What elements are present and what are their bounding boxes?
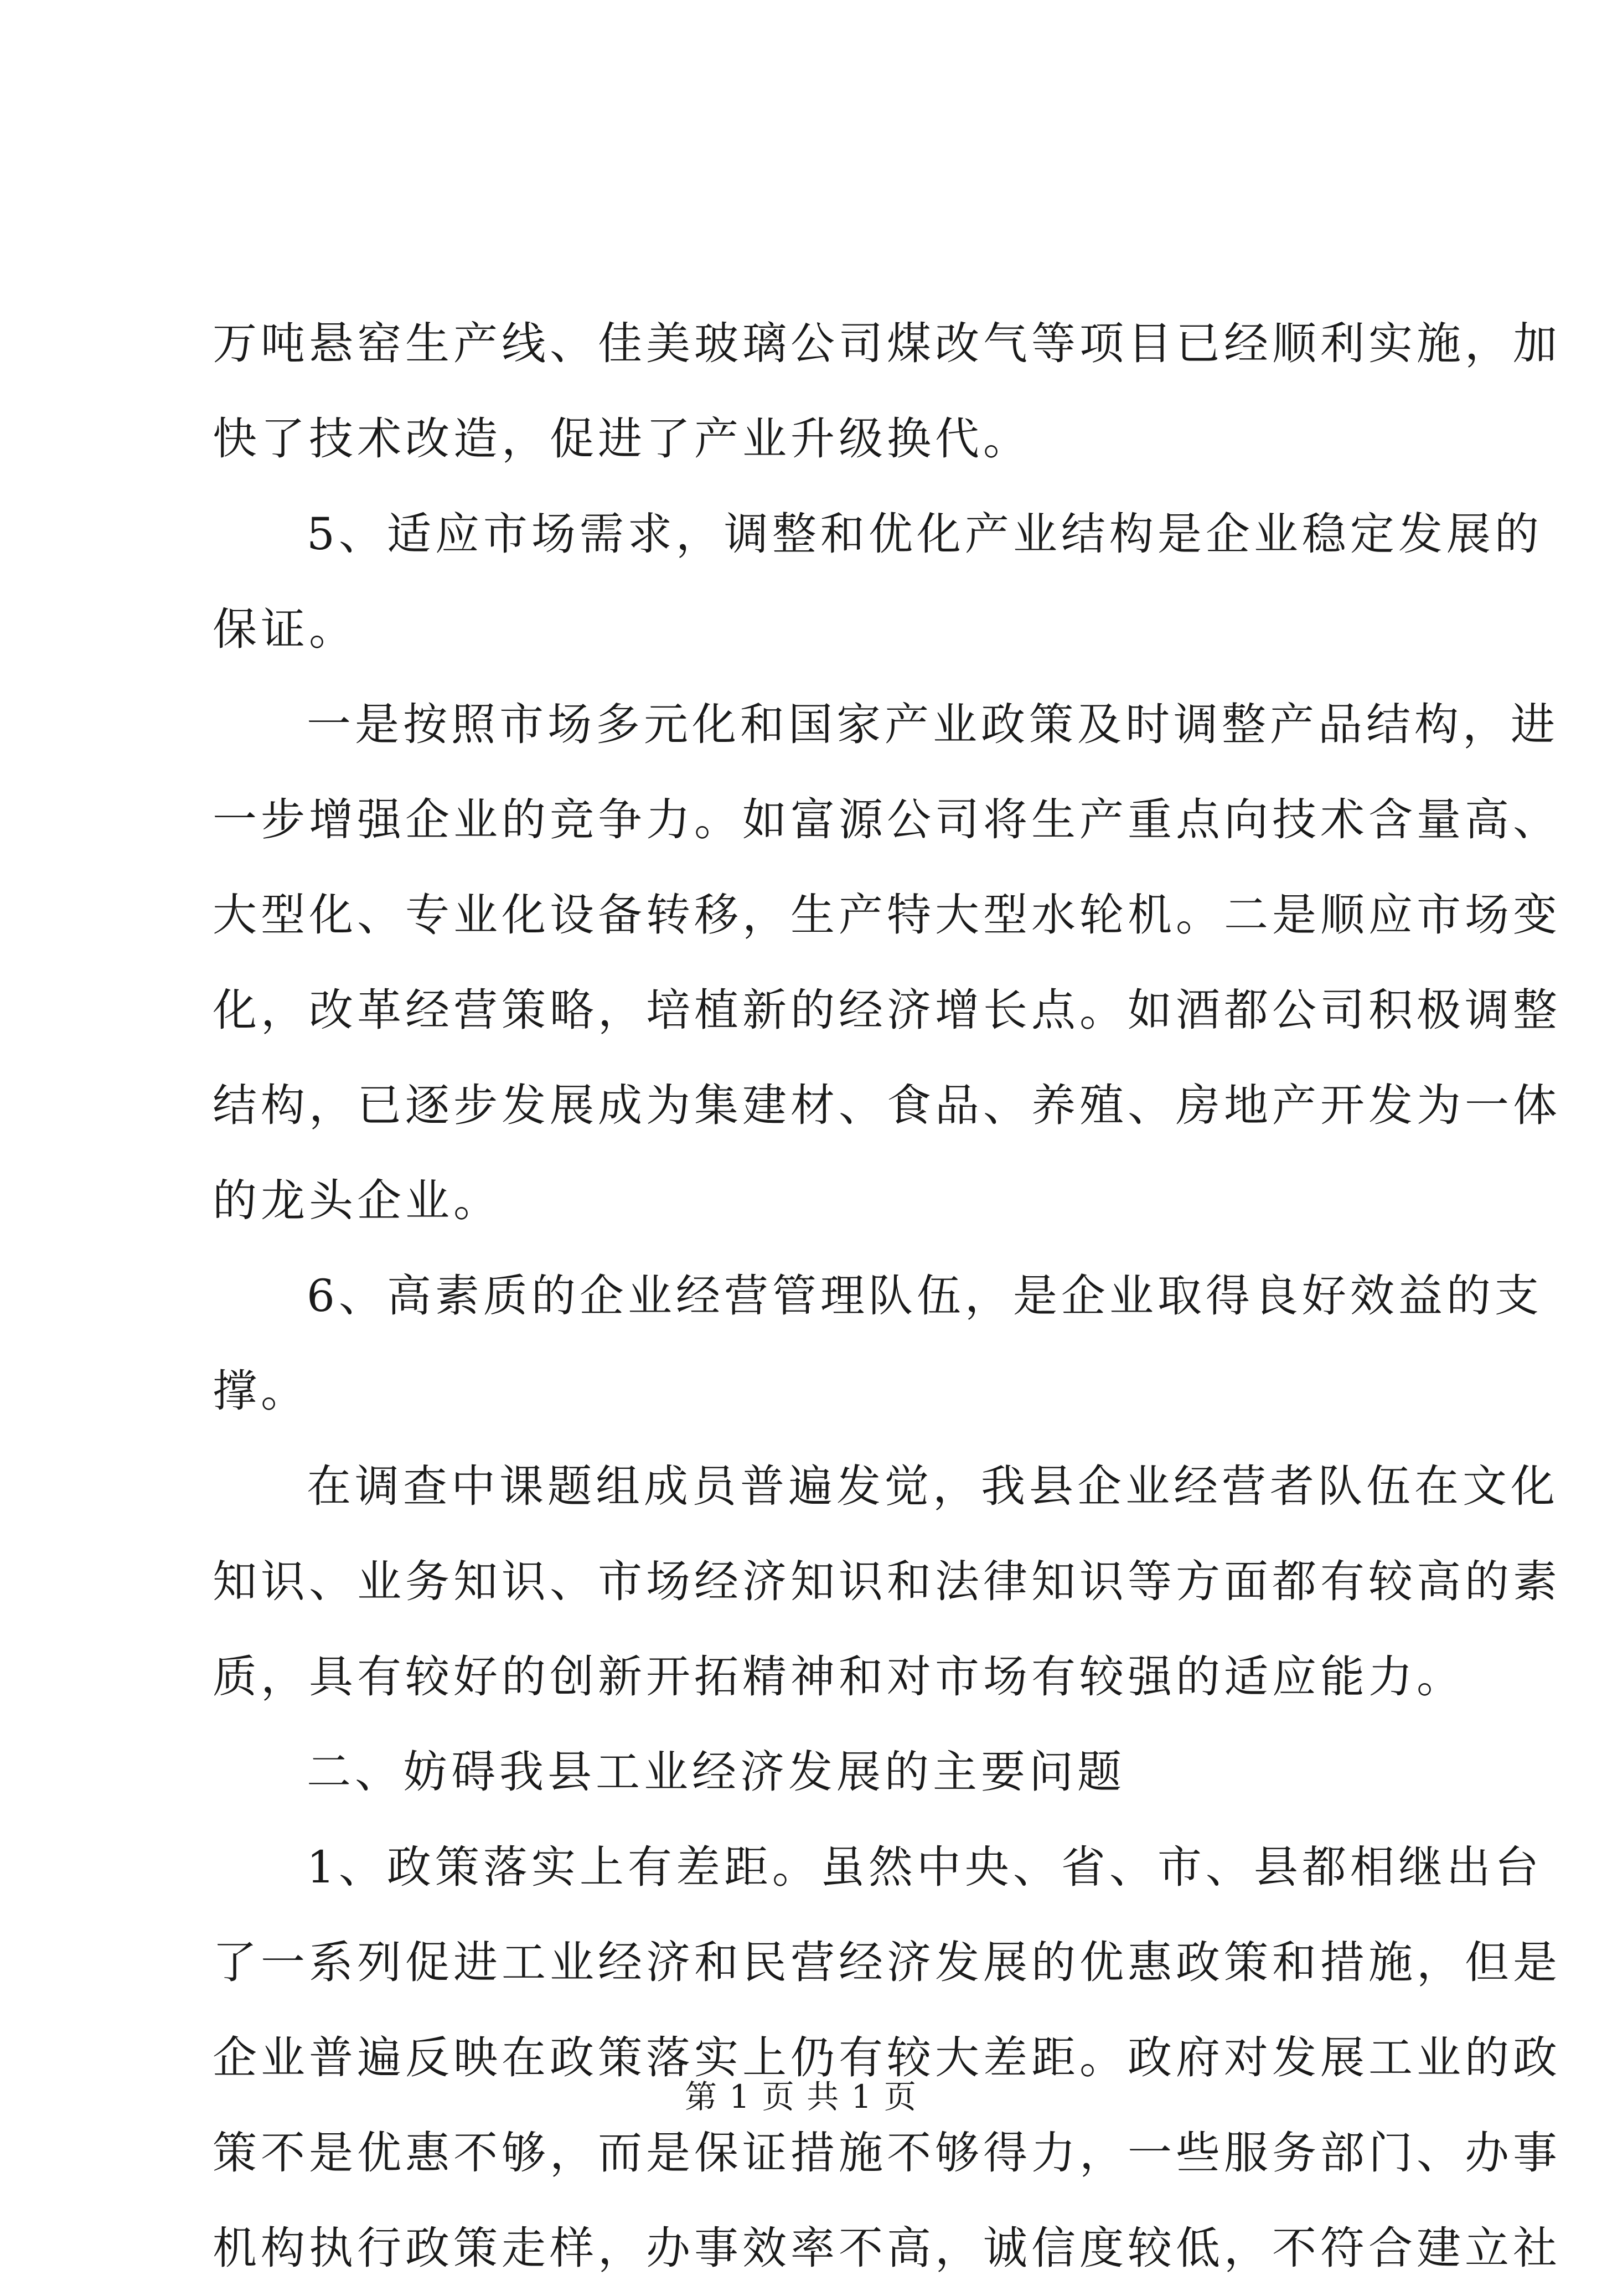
text-line: 1、政策落实上有差距。虽然中央、省、市、县都相继出台: [307, 1841, 1543, 1893]
text-line: 撑。: [213, 1365, 309, 1417]
text-line: 5、适应市场需求，调整和优化产业结构是企业稳定发展的: [307, 508, 1543, 560]
body-text: [213, 296, 1561, 2296]
text-line: 6、高素质的企业经营管理队伍，是企业取得良好效益的支: [307, 1270, 1543, 1322]
text-line: 质，具有较好的创新开拓精神和对市场有较强的适应能力。: [213, 1651, 1465, 1702]
text-line: 在调查中课题组成员普遍发觉，我县企业经营者队伍在文化: [307, 1461, 1559, 1512]
section-heading: 二、妨碍我县工业经济发展的主要问题: [307, 1746, 1125, 1798]
text-line: 企业普遍反映在政策落实上仍有较大差距。政府对发展工业的政: [213, 2032, 1561, 2083]
text-line: 的龙头企业。: [213, 1175, 502, 1226]
text-line: 化，改革经营策略，培植新的经济增长点。如酒都公司积极调整: [213, 984, 1561, 1036]
text-line: 一是按照市场多元化和国家产业政策及时调整产品结构，进: [307, 699, 1559, 750]
text-line: 知识、业务知识、市场经济知识和法律知识等方面都有较高的素: [213, 1556, 1561, 1607]
text-line: 快了技术改造，促进了产业升级换代。: [213, 413, 1031, 465]
text-line: 一步增强企业的竞争力。如富源公司将生产重点向技术含量高、: [213, 794, 1561, 845]
text-line: 结构，已逐步发展成为集建材、食品、养殖、房地产开发为一体: [213, 1080, 1561, 1131]
text-line: 万吨悬窑生产线、佳美玻璃公司煤改气等项目已经顺利实施，加: [213, 318, 1561, 369]
text-line: 保证。: [213, 603, 357, 655]
text-line: 机构执行政策走样，办事效率不高，诚信度较低，不符合建立社: [213, 2222, 1561, 2274]
text-line: 策不是优惠不够，而是保证措施不够得力，一些服务部门、办事: [213, 2127, 1561, 2179]
text-line: 大型化、专业化设备转移，生产特大型水轮机。二是顺应市场变: [213, 889, 1561, 941]
page-number-footer: 第 1 页 共 1 页: [685, 2078, 917, 2116]
text-line: 了一系列促进工业经济和民营经济发展的优惠政策和措施，但是: [213, 1937, 1561, 1988]
